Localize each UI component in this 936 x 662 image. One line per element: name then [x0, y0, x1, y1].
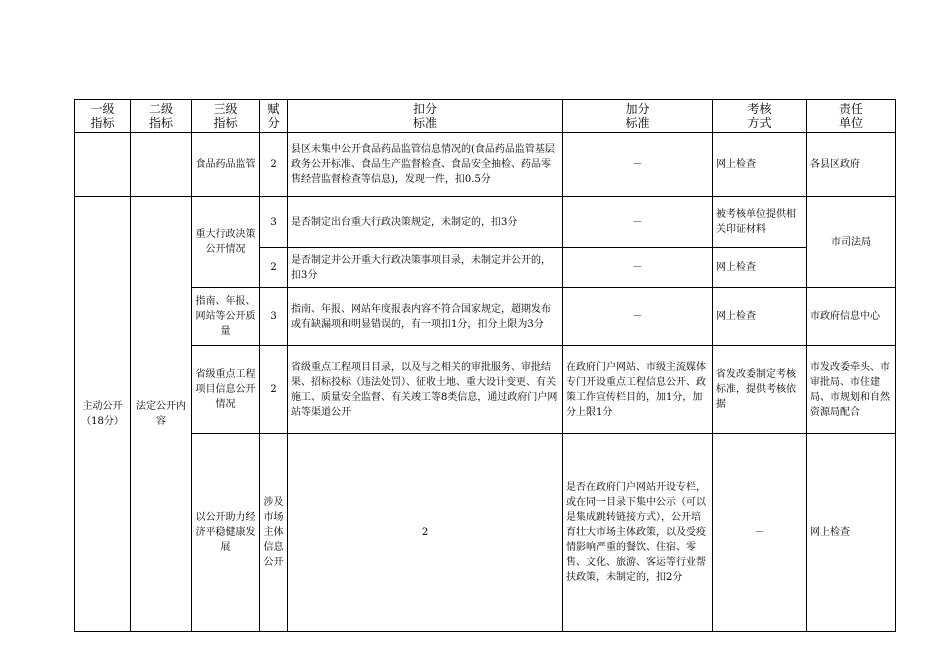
- header-bonus: 加分 标准: [563, 100, 713, 133]
- food-deduct-cell: 县区未集中公开食品药品监管信息情况的(食品药品监管基层政务公开标准、食品生产监督检查、食品安全抽检、药品零售经营监督检查等信息)，发现一件，扣0.5分: [288, 133, 563, 197]
- header-deduct: 扣分 标准: [288, 100, 563, 133]
- decision-a-score-cell: 3: [260, 197, 288, 248]
- market-deduct-cell: 是否在政府门户网站开设专栏，或在同一目录下集中公示（可以是集成跳转链接方式），公开培育壮大市场主体政策，以及受疫情影响严重的餐饮、住宿、零售、文化、旅游、客运等行业帮扶政策，未制定的，扣2分: [563, 434, 713, 632]
- decision-b-bonus-cell: －: [563, 248, 713, 288]
- guide-owner-cell: 市政府信息中心: [807, 288, 896, 346]
- header-level3: 三级 指标: [192, 100, 260, 133]
- guide-bonus-cell: －: [563, 288, 713, 346]
- header-owner: 责任 单位: [807, 100, 896, 133]
- guide-level3-cell: 指南、年报、网站等公开质量: [192, 288, 260, 346]
- decision-b-score-cell: 2: [260, 248, 288, 288]
- project-method-cell: 省发改委制定考核标准，提供考核依据: [713, 346, 807, 434]
- project-level3-cell: 省级重点工程项目信息公开情况: [192, 346, 260, 434]
- decision-owner-cell: 市司法局: [807, 197, 896, 288]
- table-row-project: [75, 346, 896, 434]
- level2-statutory-content-cell: 法定公开内容: [131, 197, 192, 632]
- assessment-table: [74, 99, 896, 632]
- decision-a-method-cell: 被考核单位提供相关印证材料: [713, 197, 807, 248]
- decision-b-method-cell: 网上检查: [713, 248, 807, 288]
- food-level1-cell: [75, 133, 131, 197]
- table-row-guide: [75, 288, 896, 346]
- food-level2-cell: [131, 133, 192, 197]
- market-level3-cell: 涉及市场主体信息公开: [260, 434, 288, 632]
- table-row-market: [75, 434, 896, 632]
- level1-active-disclosure-cell: 主动公开（18分）: [75, 197, 131, 632]
- project-deduct-cell: 省级重点工程项目目录，以及与之相关的审批服务、审批结果、招标投标（违法处罚）、征收土地、重大设计变更、有关施工、质量安全监督、有关竣工等8类信息，通过政府门户网站等渠道公开: [288, 346, 563, 434]
- market-score-cell: 2: [288, 434, 563, 632]
- level2-economy-cell: 以公开助力经济平稳健康发展: [192, 434, 260, 632]
- guide-score-cell: 3: [260, 288, 288, 346]
- project-bonus-cell: 在政府门户网站、市级主流媒体专门开设重点工程信息公开、政策工作宣传栏目的，加1分，加分上限1分: [563, 346, 713, 434]
- decision-level3-cell: 重大行政决策公开情况: [192, 197, 260, 288]
- market-method-cell: 网上检查: [807, 434, 896, 632]
- header-method: 考核 方式: [713, 100, 807, 133]
- header-level2: 二级 指标: [131, 100, 192, 133]
- project-score-cell: 2: [260, 346, 288, 434]
- table-row-decision-a: [75, 197, 896, 248]
- food-score-cell: 2: [260, 133, 288, 197]
- food-level3-cell: 食品药品监管: [192, 133, 260, 197]
- guide-method-cell: 网上检查: [713, 288, 807, 346]
- table-row-food: [75, 133, 896, 197]
- header-level1: 一级 指标: [75, 100, 131, 133]
- food-method-cell: 网上检查: [713, 133, 807, 197]
- decision-b-deduct-cell: 是否制定并公开重大行政决策事项目录，未制定并公开的，扣3分: [288, 248, 563, 288]
- decision-a-bonus-cell: －: [563, 197, 713, 248]
- header-row: [75, 100, 896, 133]
- header-score: 赋 分: [260, 100, 288, 133]
- food-bonus-cell: －: [563, 133, 713, 197]
- decision-a-deduct-cell: 是否制定出台重大行政决策规定，未制定的，扣3分: [288, 197, 563, 248]
- food-owner-cell: 各县区政府: [807, 133, 896, 197]
- market-bonus-cell: －: [713, 434, 807, 632]
- guide-deduct-cell: 指南、年报、网站年度报表内容不符合国家规定，超期发布或有缺漏项和明显错误的，有一项扣1分，扣分上限为3分: [288, 288, 563, 346]
- project-owner-cell: 市发改委牵头、市审批局、市住建局、市规划和自然资源局配合: [807, 346, 896, 434]
